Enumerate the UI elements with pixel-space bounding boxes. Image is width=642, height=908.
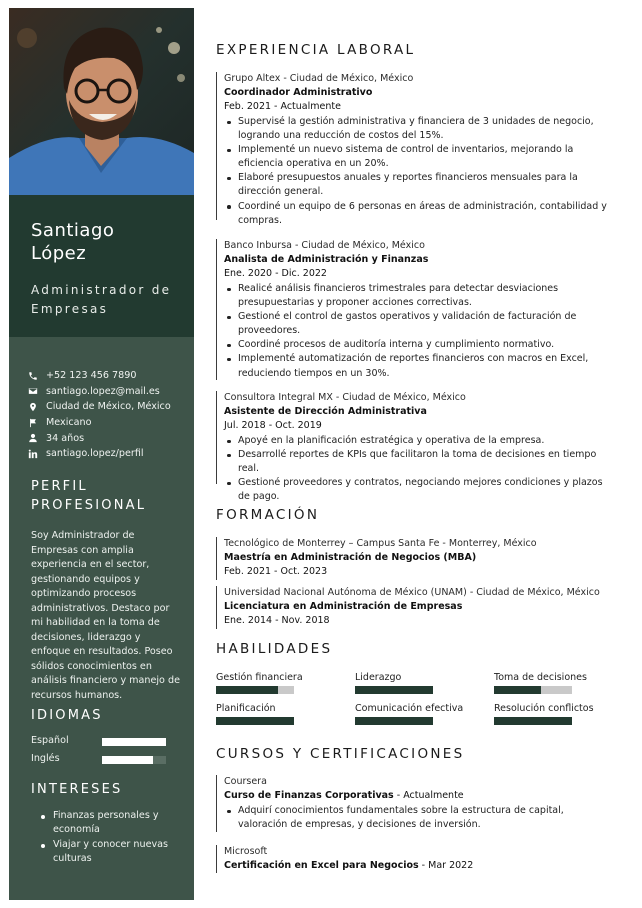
education-title: FORMACIÓN xyxy=(216,507,320,523)
education-school: Tecnológico de Monterrey – Campus Santa Fe - Monterrey, México xyxy=(224,538,537,549)
flag-icon xyxy=(27,417,39,429)
experience-position: Coordinador Administrativo xyxy=(224,87,373,98)
course-name: Certificación en Excel para Negocios xyxy=(224,860,419,871)
experience-position: Asistente de Dirección Administrativa xyxy=(224,406,427,417)
skill-item xyxy=(355,703,485,725)
experience-bullet: Supervisé la gestión administrativa y financiera de 3 unidades de negocio, logrando una reducción de costos del 15%. xyxy=(224,115,616,143)
profile-photo xyxy=(9,8,194,195)
phone-icon xyxy=(27,370,39,382)
profile-text: Soy Administrador de Empresas con amplia experiencia en el sector, gestionando equipos y optimizando procesos administrativos. Destaco por mi habilidad en la toma de decisiones, liderazgo y enfoque en resultados. Poseo sólidos conocimientos en análisis financiero y manejo de recursos humanos. xyxy=(31,530,180,701)
course-entry xyxy=(216,845,616,873)
person-first-name: Santiago xyxy=(31,220,115,241)
experience-bullet: Elaboré presupuestos anuales y reportes financieros mensuales para la dirección general. xyxy=(224,171,616,199)
language-level-bar xyxy=(102,738,166,746)
language-level-fill xyxy=(102,756,153,764)
skill-name: Comunicación efectiva xyxy=(355,703,464,714)
experience-bullets xyxy=(224,434,616,504)
skill-item xyxy=(355,672,485,694)
contact-text: santiago.lopez@mail.es xyxy=(46,385,160,397)
skill-level-bar xyxy=(355,717,433,725)
language-name: Español xyxy=(31,735,69,746)
education-degree: Licenciatura en Administración de Empresas xyxy=(224,601,463,612)
name-block xyxy=(9,195,194,337)
experience-bullet: Gestioné el control de gastos operativos y validación de facturación de proveedores. xyxy=(224,310,616,338)
contact-text: 34 años xyxy=(46,432,85,444)
contact-text: santiago.lopez/perfil xyxy=(46,448,144,460)
experience-bullet: Coordiné un equipo de 6 personas en áreas de administración, contabilidad y compras. xyxy=(224,200,616,228)
skill-name: Resolución conflictos xyxy=(494,703,594,714)
language-row xyxy=(31,754,181,766)
experience-entry xyxy=(216,72,616,226)
course-date: - Actualmente xyxy=(396,790,464,801)
experience-bullets xyxy=(224,282,616,381)
skill-level-fill xyxy=(494,717,572,725)
course-entry xyxy=(216,775,616,832)
skill-level-fill xyxy=(216,686,278,694)
skill-name: Gestión financiera xyxy=(216,672,303,683)
experience-bullet: Implementé automatización de reportes financieros con macros en Excel, reduciendo tiempos en un 30%. xyxy=(224,352,616,380)
course-date: - Mar 2022 xyxy=(421,860,474,871)
skill-item xyxy=(216,703,346,725)
mail-icon xyxy=(27,385,39,397)
skill-item xyxy=(216,672,346,694)
sidebar xyxy=(9,8,194,900)
experience-position: Analista de Administración y Finanzas xyxy=(224,254,429,265)
profile-title-line1: PERFIL xyxy=(31,479,88,494)
language-row xyxy=(31,736,181,748)
interests-title: INTERESES xyxy=(31,782,123,797)
location-pin-icon xyxy=(27,401,39,413)
contact-phone[interactable] xyxy=(27,368,192,384)
skill-name: Planificación xyxy=(216,703,276,714)
experience-title: EXPERIENCIA LABORAL xyxy=(216,42,416,58)
experience-bullet: Desarrollé reportes de KPIs que facilitaron la toma de decisiones en tiempo real. xyxy=(224,448,616,476)
contact-email[interactable] xyxy=(27,384,192,400)
linkedin-icon xyxy=(27,448,39,460)
experience-bullet: Realicé análisis financieros trimestrales para detectar desviaciones presupuestarias y proponer acciones correctivas. xyxy=(224,282,616,310)
contact-text: Ciudad de México, México xyxy=(46,401,171,413)
education-dates: Feb. 2021 - Oct. 2023 xyxy=(224,566,328,577)
experience-company: Grupo Altex - Ciudad de México, México xyxy=(224,73,414,84)
education-degree: Maestría en Administración de Negocios (MBA) xyxy=(224,552,477,563)
experience-bullets xyxy=(224,115,616,228)
experience-bullet: Implementé un nuevo sistema de control de inventarios, mejorando la eficiencia operativa en un 20%. xyxy=(224,143,616,171)
interests-list xyxy=(39,809,179,867)
skill-name: Toma de decisiones xyxy=(494,672,587,683)
contact-list xyxy=(27,368,192,462)
course-title-line xyxy=(224,859,616,873)
profile-photo-illustration xyxy=(9,8,194,195)
experience-dates: Jul. 2018 - Oct. 2019 xyxy=(224,420,322,431)
experience-entry xyxy=(216,391,616,503)
experience-bullet: Gestioné proveedores y contratos, negociando mejores condiciones y plazos de pago. xyxy=(224,476,616,504)
skill-level-fill xyxy=(355,717,433,725)
skill-item xyxy=(494,703,624,725)
skill-level-bar xyxy=(494,686,572,694)
education-dates: Ene. 2014 - Nov. 2018 xyxy=(224,615,330,626)
profile-title-line2: PROFESIONAL xyxy=(31,498,147,513)
experience-bullet: Apoyé en la planificación estratégica y operativa de la empresa. xyxy=(224,434,616,448)
interest-item: Finanzas personales y economía xyxy=(39,809,179,838)
person-role: Administrador de Empresas xyxy=(31,283,172,316)
profile-title xyxy=(31,477,146,515)
contact-linkedin[interactable] xyxy=(27,446,192,462)
experience-company: Banco Inbursa - Ciudad de México, México xyxy=(224,240,425,251)
experience-dates: Feb. 2021 - Actualmente xyxy=(224,101,341,112)
language-level-fill xyxy=(102,738,166,746)
course-provider: Microsoft xyxy=(224,846,268,857)
education-school: Universidad Nacional Autónoma de México (UNAM) - Ciudad de México, México xyxy=(224,587,600,598)
language-level-bar xyxy=(102,756,166,764)
languages-title: IDIOMAS xyxy=(31,708,103,723)
course-name: Curso de Finanzas Corporativas xyxy=(224,790,394,801)
education-entry xyxy=(216,586,616,629)
experience-company: Consultora Integral MX - Ciudad de México, México xyxy=(224,392,466,403)
person-icon xyxy=(27,432,39,444)
skill-level-bar xyxy=(494,717,572,725)
experience-entry xyxy=(216,239,616,380)
skill-level-bar xyxy=(355,686,433,694)
contact-text: +52 123 456 7890 xyxy=(46,370,137,382)
contact-nationality xyxy=(27,415,192,431)
course-title-line xyxy=(224,789,616,803)
skill-level-fill xyxy=(355,686,433,694)
contact-location xyxy=(27,399,192,415)
contact-age xyxy=(27,430,192,446)
skill-name: Liderazgo xyxy=(355,672,402,683)
course-bullet: Adquirí conocimientos fundamentales sobre la estructura de capital, valoración de empresas, y decisiones de inversión. xyxy=(224,804,616,832)
skill-level-fill xyxy=(494,686,541,694)
skill-level-bar xyxy=(216,686,294,694)
course-bullets xyxy=(224,804,616,832)
experience-dates: Ene. 2020 - Dic. 2022 xyxy=(224,268,327,279)
skill-level-bar xyxy=(216,717,294,725)
interest-item: Viajar y conocer nuevas culturas xyxy=(39,838,179,867)
person-last-name: López xyxy=(31,243,87,264)
skills-title: HABILIDADES xyxy=(216,641,333,657)
courses-title: CURSOS Y CERTIFICACIONES xyxy=(216,746,465,762)
language-name: Inglés xyxy=(31,753,60,764)
experience-bullet: Coordiné procesos de auditoría interna y cumplimiento normativo. xyxy=(224,338,616,352)
skill-level-fill xyxy=(216,717,294,725)
course-provider: Coursera xyxy=(224,776,267,787)
education-entry xyxy=(216,537,616,580)
skill-item xyxy=(494,672,624,694)
contact-text: Mexicano xyxy=(46,417,92,429)
